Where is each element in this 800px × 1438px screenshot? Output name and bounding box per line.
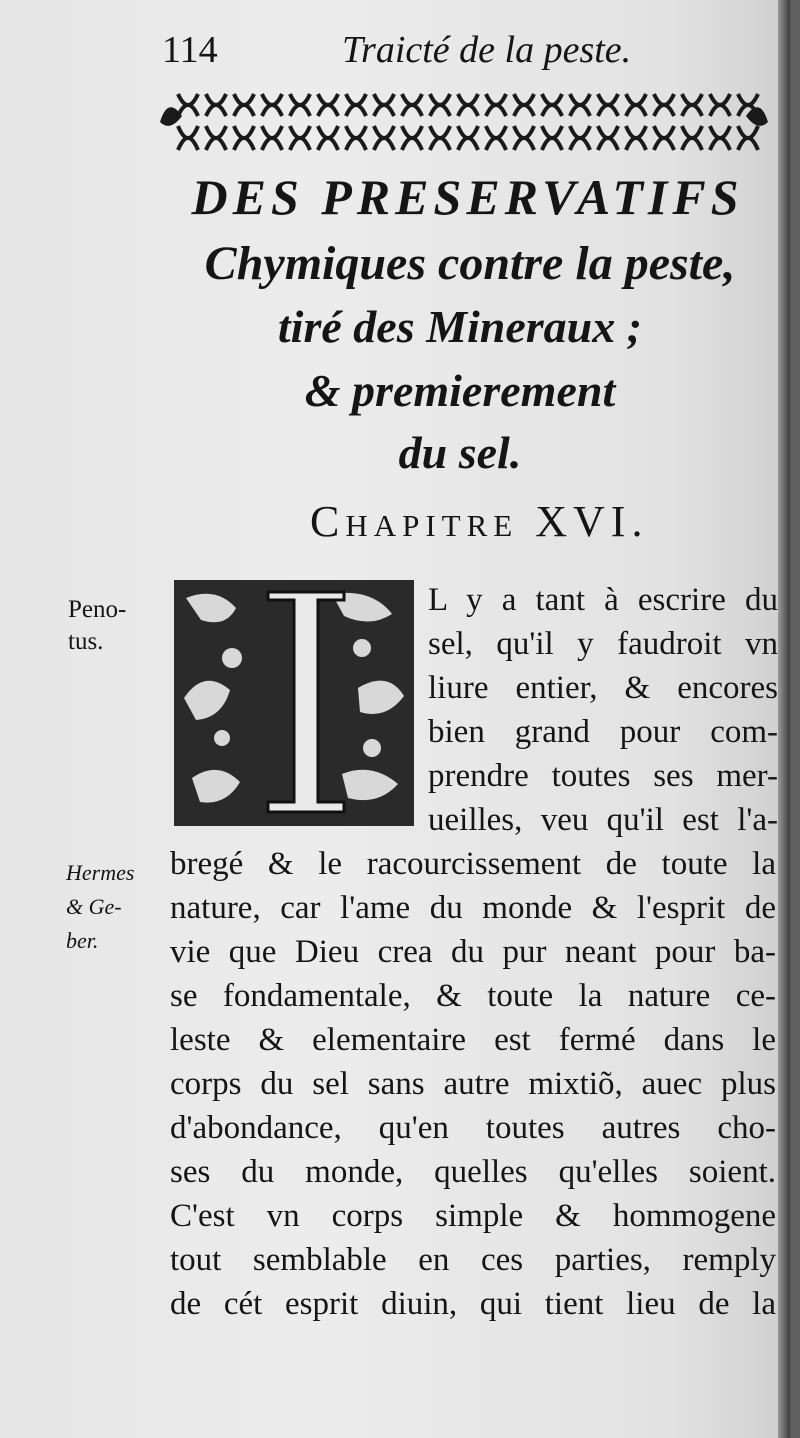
text-line: tout semblable en ces parties, remply bbox=[170, 1242, 776, 1278]
heading-line-3: tiré des Mineraux ; bbox=[277, 301, 643, 352]
text-line: bregé & le racourcissement de toute la bbox=[170, 846, 776, 882]
drop-cap-i-icon bbox=[172, 578, 416, 828]
text-line: prendre toutes ses mer- bbox=[428, 758, 778, 794]
text-line: ses du monde, quelles qu'elles soient. bbox=[170, 1154, 776, 1190]
text-line: liure entier, & encores bbox=[428, 670, 778, 706]
heading-line-1: DES PRESERVATIFS bbox=[191, 169, 744, 225]
text-line: d'abondance, qu'en toutes autres cho- bbox=[170, 1110, 776, 1146]
running-head bbox=[162, 28, 652, 78]
text-line: corps du sel sans autre mixtiõ, auec plus bbox=[170, 1066, 776, 1102]
text-line: L y a tant à escrire du bbox=[428, 582, 778, 618]
text-line: leste & elementaire est fermé dans le bbox=[170, 1022, 776, 1058]
text-line: vie que Dieu crea du pur neant pour ba- bbox=[170, 934, 776, 970]
text-line: se fondamentale, & toute la nature ce- bbox=[170, 978, 776, 1014]
margin-note-line: ber. bbox=[66, 928, 99, 954]
running-title: Traicté de la peste. bbox=[342, 29, 632, 71]
page-edge-shadow bbox=[778, 0, 790, 1438]
heading-line-4: & premierement bbox=[304, 365, 616, 416]
margin-note-line: & Ge- bbox=[66, 894, 122, 920]
text-line: C'est vn corps simple & hommogene bbox=[170, 1198, 776, 1234]
margin-note-line: Hermes bbox=[66, 860, 135, 885]
text-line: sel, qu'il y faudroit vn bbox=[428, 626, 778, 662]
heading-line-2: Chymiques contre la peste, bbox=[204, 237, 736, 290]
heading-line-5: du sel. bbox=[398, 427, 522, 478]
margin-note-hermes-geber bbox=[66, 856, 158, 958]
ornament-band-icon bbox=[160, 86, 768, 158]
chapter-title: Chapitre XVI. bbox=[310, 497, 649, 546]
margin-note-penotus bbox=[68, 594, 148, 658]
page-number: 114 bbox=[162, 29, 218, 71]
margin-note-line: tus. bbox=[68, 628, 104, 655]
text-line: nature, car l'ame du monde & l'esprit de bbox=[170, 890, 776, 926]
margin-note-line: Peno- bbox=[68, 596, 127, 623]
text-line: bien grand pour com- bbox=[428, 714, 778, 750]
text-line: de cét esprit diuin, qui tient lieu de la bbox=[170, 1286, 776, 1322]
text-line: ueilles, veu qu'il est l'a- bbox=[428, 802, 778, 838]
